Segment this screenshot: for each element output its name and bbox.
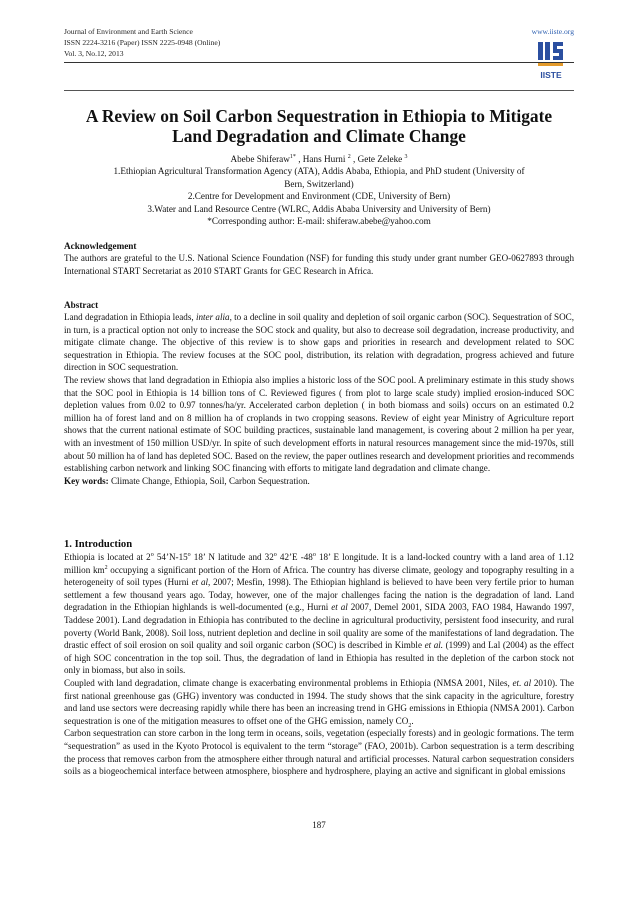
abstract-paragraph-1 xyxy=(64,311,574,374)
degree-sign: o xyxy=(187,551,191,558)
introduction-body xyxy=(64,551,574,778)
journal-url-link[interactable]: www.iiste.org xyxy=(531,27,574,36)
intro-text: . xyxy=(411,715,414,726)
header-rule-secondary xyxy=(64,90,574,91)
author-3-marker: 3 xyxy=(404,153,408,160)
intro-text: 18’ E longitude. It is a land-locked country with a land area of 1.12 million km xyxy=(64,552,574,575)
abstract-heading: Abstract xyxy=(64,300,99,310)
intro-text: Coupled with land degradation, climate change is exacerbating environmental problems in Ethiopia (NMSA 2001, Niles, xyxy=(64,677,513,688)
introduction-heading: 1. Introduction xyxy=(64,539,133,550)
keywords-label: Key words: xyxy=(64,475,109,486)
journal-issn: ISSN 2224-3216 (Paper) ISSN 2225-0948 (Online) xyxy=(64,38,221,47)
intro-paragraph-1 xyxy=(64,551,574,677)
keywords-list: Climate Change, Ethiopia, Soil, Carbon Sequestration. xyxy=(108,475,310,486)
intro-text: 2007, Demel 2001, SIDA 2003, FAO 1984, Hawando 1997, Taddese 2001). Land degradation in Ethiopia has contributed to the decline in agricultural productivity, persistent food insecurity, and rural poverty (World Bank, 2008). Soil loss, nutrient depletion and decline in soil quality are some of the manifestations of land degradation. The drastic effect of soil erosion on soil quality and soil organic carbon (SOC) is described in Kimble xyxy=(64,602,574,651)
acknowledgement-heading: Acknowledgement xyxy=(64,241,137,251)
degree-sign: o xyxy=(312,551,316,558)
intro-text: 2007; Mesfin, 1998). The Ethiopian highland is believed to have been very fertile prior to human settlement a few thousand years ago. Today, however, one of the major challenges facing the nation is the degradation of land. Land degradation in the Ethiopian highlands is well-documented (e.g., Hurni xyxy=(64,577,574,613)
author-list xyxy=(64,153,574,166)
logo-bar-2 xyxy=(545,42,550,60)
intro-italic: et al, xyxy=(191,577,211,588)
affiliation-3: 3.Water and Land Resource Centre (WLRC, Addis Ababa University and University of Bern) xyxy=(147,203,491,214)
abstract-text: Land degradation in Ethiopia leads, xyxy=(64,312,196,322)
intro-text: 54’N-15 xyxy=(153,552,188,562)
journal-volume: Vol. 3, No.12, 2013 xyxy=(64,49,124,58)
intro-text: 42’E -48 xyxy=(276,552,313,562)
intro-italic: et al. xyxy=(424,640,444,651)
title-line-2: Land Degradation and Climate Change xyxy=(172,126,466,146)
abstract-paragraph-2: The review shows that land degradation in Ethiopia also implies a historic loss of the SOC pool. A preliminary estimate in this study shows that the SOC pool in Ethiopia is 14 billion tons of C. Reviewed figures ( from plot to large scale study) implied erosion-induced SOC depletion values from 0.02 to 0.97 tonnes/ha/yr. Accelerated carbon depletion ( in both biomass and soils) occurs on an estimated 0.2 million ha of forest land and on 8 million ha of croplands in two cropping seasons. Review of eight year Ministry of Agriculture report shows that the current national estimate of SOC building practices, sustainable land management, is covering about 2 million ha per year, with an investment of 150 million USD/yr. In spite of such development efforts in natural resources management since the mid-1970s, still about 50 million ha of land has depleted SOC. Based on the review, the paper outlines research and development priorities and recommends establishing carbon network and linking SOC financing with efforts to mitigate land degradation and climate change. xyxy=(64,374,574,474)
affiliation-2: 2.Centre for Development and Environment (CDE, University of Bern) xyxy=(187,191,451,201)
intro-italic: et al xyxy=(331,602,348,613)
degree-sign: o xyxy=(150,551,154,558)
corresponding-author: *Corresponding author: E-mail: shiferaw.abebe@yahoo.com xyxy=(207,216,431,226)
paper-title xyxy=(64,106,574,146)
acknowledgement-text: The authors are grateful to the U.S. National Science Foundation (NSF) for funding this study under grant number GEO-0627893 through International START Secretariat as 2010 START Grants for GEC Research in Africa. xyxy=(64,253,574,276)
intro-text: (1999) and Lal (2004) as the effect of high SOC concentration in the top soil. Thus, the degradation of land in Ethiopia has resulted in the depletion of the carbon stock not only in biomass, but also in soils. xyxy=(64,640,574,676)
abstract-text: , to a decline in soil quality and depletion of soil organic carbon (SOC). Sequestration of SOC, in turn, is a practical option not only to increase the SOC stock and quality, but also to decrease soil degradation, increase productivity, and mitigate climate change. The objective of this review is to show gaps and priorities in research and development related to SOC sequestration in Ethiopia. The review focuses at the SOC pool, distribution, its relation with degradation, progress achieved and future direction in SOC sequestration. xyxy=(64,312,574,373)
logo-s-shape xyxy=(553,42,563,60)
intro-paragraph-3: Carbon sequestration can store carbon in the long term in oceans, soils, vegetation (especially forests) and in geologic formations. The term “sequestration” as used in the Kyoto Protocol is equivalent to the term “storage” (FAO, 2001b). Carbon sequestration is a term describing the process that removes carbon from the atmosphere either through natural and artificial processes. Natural carbon sequestration considers soils as a biogeochemical interface between atmosphere, biosphere and hydrosphere, playing an active and significant in global emissions xyxy=(64,728,574,777)
author-separator-2: , Gete Zeleke xyxy=(350,154,405,164)
affiliation-1-line-2: Bern, Switzerland) xyxy=(284,178,354,189)
logo-bar-1 xyxy=(538,42,543,60)
intro-text: 2010). The first national greenhouse gas (GHG) inventory was conducted in 1994. The study shows that the sink capacity in the agriculture, forestry and land use sectors were decreasing rapidly while there has been an increasing trend in GHG emissions in Ethiopia (NMSA 2001). Carbon sequestration is one of the mitigation measures to offset one of the GHG emission, namely CO xyxy=(64,677,575,726)
abstract-body xyxy=(64,311,574,487)
intro-paragraph-2 xyxy=(64,677,574,727)
page-number: 187 xyxy=(312,820,326,830)
author-separator-1: , Hans Hurni xyxy=(295,154,348,164)
title-line-1: A Review on Soil Carbon Sequestration in Ethiopia to Mitigate xyxy=(85,106,553,126)
subscript: 2 xyxy=(408,722,412,729)
affiliations xyxy=(64,165,574,228)
keywords xyxy=(64,475,574,488)
header-rule xyxy=(64,62,574,63)
superscript: 2 xyxy=(104,564,108,571)
intro-text: 18’ N latitude and 32 xyxy=(190,552,274,562)
journal-name: Journal of Environment and Earth Science xyxy=(64,27,193,36)
author-1: Abebe Shiferaw xyxy=(230,154,290,164)
affiliation-1-line-1: 1.Ethiopian Agricultural Transformation Agency (ATA), Addis Ababa, Ethiopia, and PhD student (University of xyxy=(113,166,525,176)
author-2-marker: 2 xyxy=(347,153,351,160)
degree-sign: o xyxy=(273,551,277,558)
abstract-italic: inter alia xyxy=(195,312,230,322)
author-1-marker: 1* xyxy=(289,153,296,160)
logo-accent-bar xyxy=(538,63,563,66)
intro-text: occupying a significant portion of the Horn of Africa. The country has diverse climate, geology and topography resulting in a heterogeneity of soil types (Hurni xyxy=(64,564,574,588)
intro-text: Ethiopia is located at 2 xyxy=(64,552,151,562)
logo-text: IISTE xyxy=(540,70,562,80)
intro-italic: et. al xyxy=(512,677,532,688)
